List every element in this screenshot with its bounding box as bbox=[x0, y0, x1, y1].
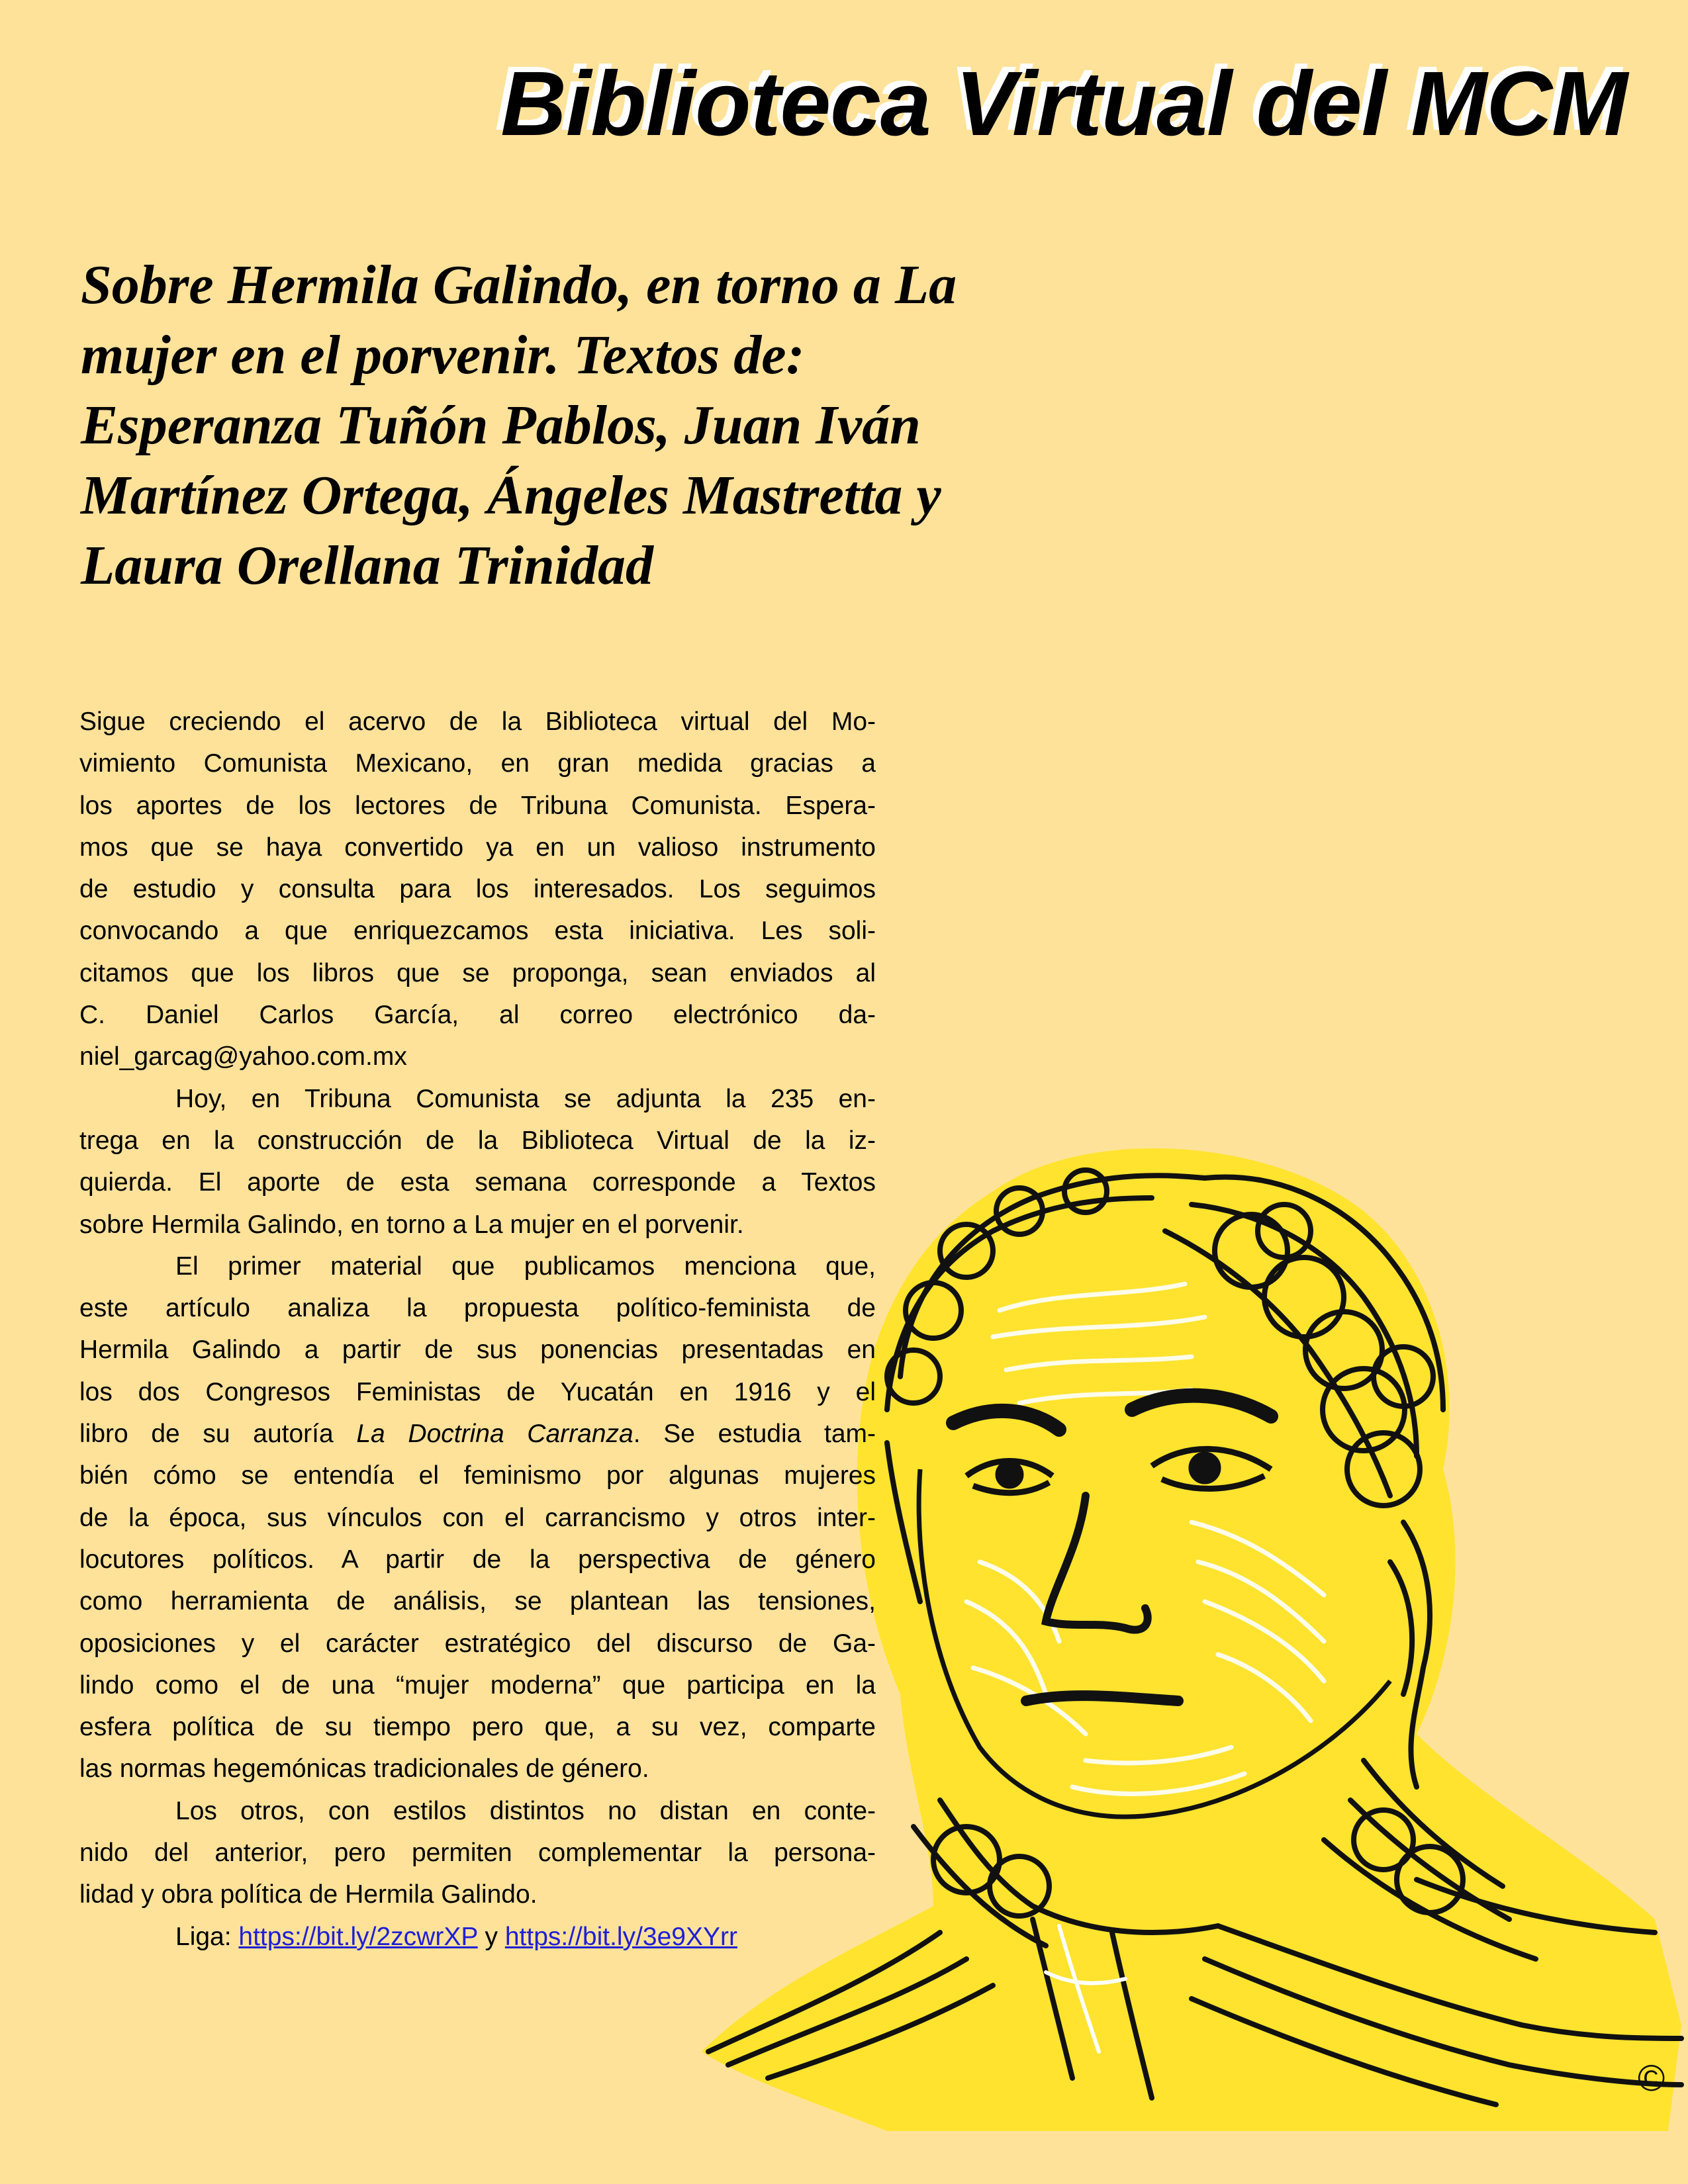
headline-line: Martínez Ortega, Ángeles Mastretta y bbox=[81, 465, 941, 526]
link-2[interactable]: https://bit.ly/3e9XYrr bbox=[504, 1922, 737, 1951]
article-body bbox=[79, 701, 876, 1958]
body-line: los aportes de los lectores de Tribuna Comunista. Espera- bbox=[79, 791, 876, 820]
headline-line: mujer en el porvenir. Textos de: bbox=[81, 324, 805, 386]
headline-line: Laura Orellana Trinidad bbox=[81, 535, 654, 596]
body-line: lindo como el de una “mujer moderna” que participa en la bbox=[79, 1670, 876, 1700]
links-label: Liga: bbox=[175, 1922, 239, 1951]
body-line: bién cómo se entendía el feminismo por algunas mujeres bbox=[79, 1461, 876, 1490]
body-text: . Se estudia tam- bbox=[633, 1420, 876, 1449]
body-line: los dos Congresos Feministas de Yucatán en 1916 y el bbox=[79, 1377, 876, 1406]
headline-line: Esperanza Tuñón Pablos, Juan Iván bbox=[81, 394, 921, 456]
body-line bbox=[79, 1413, 876, 1455]
body-line: Sigue creciendo el acervo de la Biblioteca virtual del Mo- bbox=[79, 707, 876, 736]
masthead-title: Biblioteca Virtual del MCM bbox=[500, 53, 1627, 155]
article-headline bbox=[81, 250, 1153, 601]
body-line: nido del anterior, pero permiten complementar la persona- bbox=[79, 1839, 876, 1868]
body-text: libro de su autoría bbox=[79, 1420, 357, 1449]
paragraph-3 bbox=[79, 1246, 876, 1790]
body-line: este artículo analiza la propuesta político-feminista de bbox=[79, 1294, 876, 1323]
link-1[interactable]: https://bit.ly/2zcwrXP bbox=[238, 1922, 478, 1951]
body-line: convocando a que enriquezcamos esta iniciativa. Les soli- bbox=[79, 917, 876, 946]
body-line: esfera política de su tiempo pero que, a su vez, comparte bbox=[79, 1713, 876, 1742]
body-line: como herramienta de análisis, se plantean las tensiones, bbox=[79, 1587, 876, 1616]
body-line: vimiento Comunista Mexicano, en gran medida gracias a bbox=[79, 749, 876, 778]
links-line bbox=[79, 1916, 876, 1958]
book-title: La Doctrina Carranza bbox=[356, 1420, 633, 1449]
body-line: Hoy, en Tribuna Comunista se adjunta la 235 en- bbox=[175, 1084, 876, 1113]
body-line: Los otros, con estilos distintos no distan en conte- bbox=[175, 1796, 876, 1825]
body-line: las normas hegemónicas tradicionales de género. bbox=[79, 1754, 649, 1784]
copyright-icon: © bbox=[1638, 2057, 1665, 2099]
body-line: de la época, sus vínculos con el carrancismo y otros inter- bbox=[79, 1503, 876, 1532]
paragraph-4 bbox=[79, 1790, 876, 1916]
mouth bbox=[1026, 1696, 1178, 1701]
paragraph-2 bbox=[79, 1078, 876, 1246]
body-line: citamos que los libros que se proponga, sean enviados al bbox=[79, 958, 876, 987]
paragraph-1 bbox=[79, 701, 876, 1078]
body-line: Hermila Galindo a partir de sus ponencias presentadas en bbox=[79, 1336, 876, 1365]
body-line: mos que se haya convertido ya en un valioso instrumento bbox=[79, 833, 876, 862]
headline-line: Sobre Hermila Galindo, en torno a La bbox=[81, 254, 957, 316]
body-line: de estudio y consulta para los interesados. Los seguimos bbox=[79, 875, 876, 904]
body-line: El primer material que publicamos menciona que, bbox=[175, 1251, 876, 1281]
links-separator: y bbox=[477, 1922, 505, 1951]
body-line: C. Daniel Carlos García, al correo electrónico da- bbox=[79, 1001, 876, 1030]
body-line: oposiciones y el carácter estratégico del discurso de Ga- bbox=[79, 1629, 876, 1658]
body-line: quierda. El aporte de esta semana corresponde a Textos bbox=[79, 1168, 876, 1197]
email-line: niel_garcag@yahoo.com.mx bbox=[79, 1042, 407, 1071]
body-line: sobre Hermila Galindo, en torno a La mujer en el porvenir. bbox=[79, 1210, 744, 1239]
body-line: locutores políticos. A partir de la perspectiva de género bbox=[79, 1545, 876, 1574]
body-line: trega en la construcción de la Biblioteca Virtual de la iz- bbox=[79, 1126, 876, 1155]
body-line: lidad y obra política de Hermila Galindo. bbox=[79, 1880, 538, 1909]
